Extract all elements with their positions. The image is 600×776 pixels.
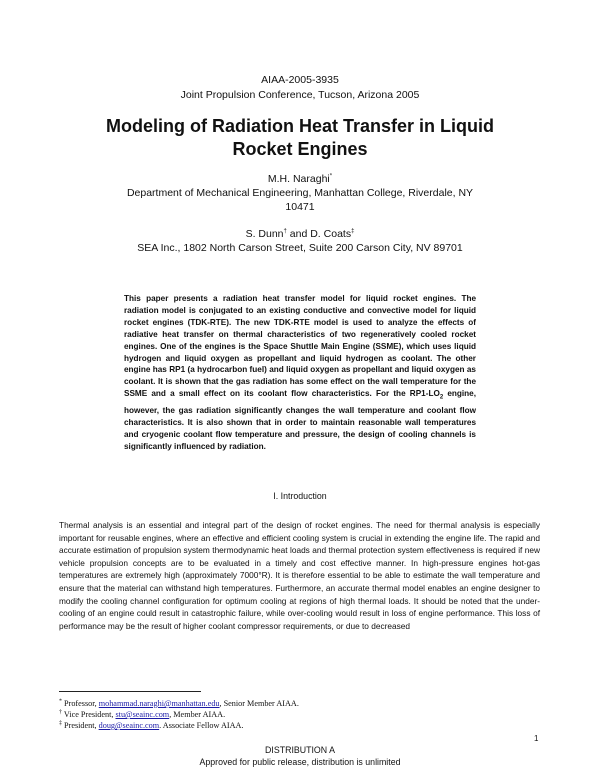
- email-link[interactable]: doug@seainc.com: [98, 721, 160, 730]
- email-link[interactable]: stu@seainc.com: [115, 710, 170, 719]
- footnote-suffix: , Member AIAA.: [169, 710, 226, 719]
- second-affiliation: SEA Inc., 1802 North Carson Street, Suite 200 Carson City, NV 89701: [137, 242, 463, 254]
- footnote-mark: *: [59, 698, 62, 705]
- footnote-mark: ‡: [59, 720, 62, 727]
- third-author-name: and D. Coats: [286, 228, 352, 240]
- distribution-statement: [0, 745, 600, 768]
- footnote-mark: ‡: [351, 228, 355, 235]
- footnote: [59, 709, 225, 720]
- footnote-mark: †: [283, 228, 287, 235]
- footnote-prefix: Professor,: [62, 699, 99, 708]
- abstract-subscript: 2: [439, 394, 444, 401]
- primary-author-name: M.H. Naraghi: [267, 173, 330, 185]
- footnote: [59, 698, 299, 709]
- footnote-suffix: . Associate Fellow AIAA.: [159, 721, 244, 730]
- title-line-2: Rocket Engines: [232, 139, 368, 159]
- footnote-prefix: President,: [62, 721, 99, 730]
- page-number: 1: [534, 734, 539, 743]
- email-link[interactable]: mohammad.naraghi@manhattan.edu: [98, 699, 220, 708]
- distribution-line-2: Approved for public release, distribution is unlimited: [199, 756, 401, 767]
- footnote: [59, 720, 244, 731]
- intro-paragraph: Thermal analysis is an essential and integral part of the design of rocket engines. The need for thermal analysis is especially important for reusable engines, where an effective and efficient cooling system is crucial in extending the engine life. The rapid and accurate estimation of propulsion system thermodynamic heat loads and thermal protection system effectiveness is required if new vehicle propulsion concepts are to be evaluated in a timely and cost effective manner. In high-pressure engines hot-gas temperatures are extremely high (approximately 7000°R). It is therefore essential to be able to estimate the wall temperature and ensure that the material can withstand high temperatures. Furthermore, an accurate thermal model enables an engine designer to modify the cooling channel configuration for optimum cooling at regions of high thermal loads. It should be noted that the under-cooling of an engine could result in catastrophic failure, while over-cooling would result in loss of engine performance. This loss of performance may be the result of higher coolant compressor requirements, or due to decreased: [59, 520, 540, 631]
- footnote-mark: †: [59, 709, 62, 716]
- abstract: [124, 293, 476, 452]
- second-authors: [0, 227, 600, 241]
- footnote-divider: [59, 691, 201, 692]
- primary-affiliation-line-1: Department of Mechanical Engineering, Manhattan College, Riverdale, NY: [126, 187, 474, 199]
- primary-affiliation-line-2: 10471: [285, 201, 315, 213]
- abstract-part-2: engine, however, the gas radiation significantly changes the wall temperature and coolant flow characteristics. It is also shown that in order to maintain reasonable wall temperatures and cryogenic coolant flow temperature and pressure, the design of cooling channels is significantly influenced by radiation.: [124, 389, 477, 451]
- footnote-suffix: , Senior Member AIAA.: [219, 699, 299, 708]
- section-heading: I. Introduction: [273, 491, 327, 501]
- abstract-part-1: This paper presents a radiation heat transfer model for liquid rocket engines. The radiation model is conjugated to an existing conductive and convective model for liquid rocket engines (TDK-RTE). The new TDK-RTE model is used to analyze the effects of radiative heat transfer on thermal characteristics of two regeneratively cooled rocket engines. One of the engines is the Space Shuttle Main Engine (SSME), which uses liquid hydrogen and liquid oxygen as propellant and liquid hydrogen as coolant. The other engine has RP1 (a hydrocarbon fuel) and liquid oxygen as propellant and liquid oxygen as coolant. It is shown that the gas radiation has some effect on the wall temperature for the SSME and a small effect on its coolant flow characteristics. For the RP1-LO: [124, 294, 476, 399]
- footnote-mark: *: [329, 173, 333, 180]
- distribution-line-1: DISTRIBUTION A: [265, 745, 335, 755]
- primary-author: [0, 172, 600, 186]
- footnote-prefix: Vice President,: [62, 710, 116, 719]
- paper-title: [0, 115, 600, 161]
- report-number: AIAA-2005-3935: [261, 74, 339, 86]
- second-author-name: S. Dunn: [245, 228, 284, 240]
- conference-line: Joint Propulsion Conference, Tucson, Arizona 2005: [180, 89, 420, 101]
- title-line-1: Modeling of Radiation Heat Transfer in Liquid: [105, 116, 494, 136]
